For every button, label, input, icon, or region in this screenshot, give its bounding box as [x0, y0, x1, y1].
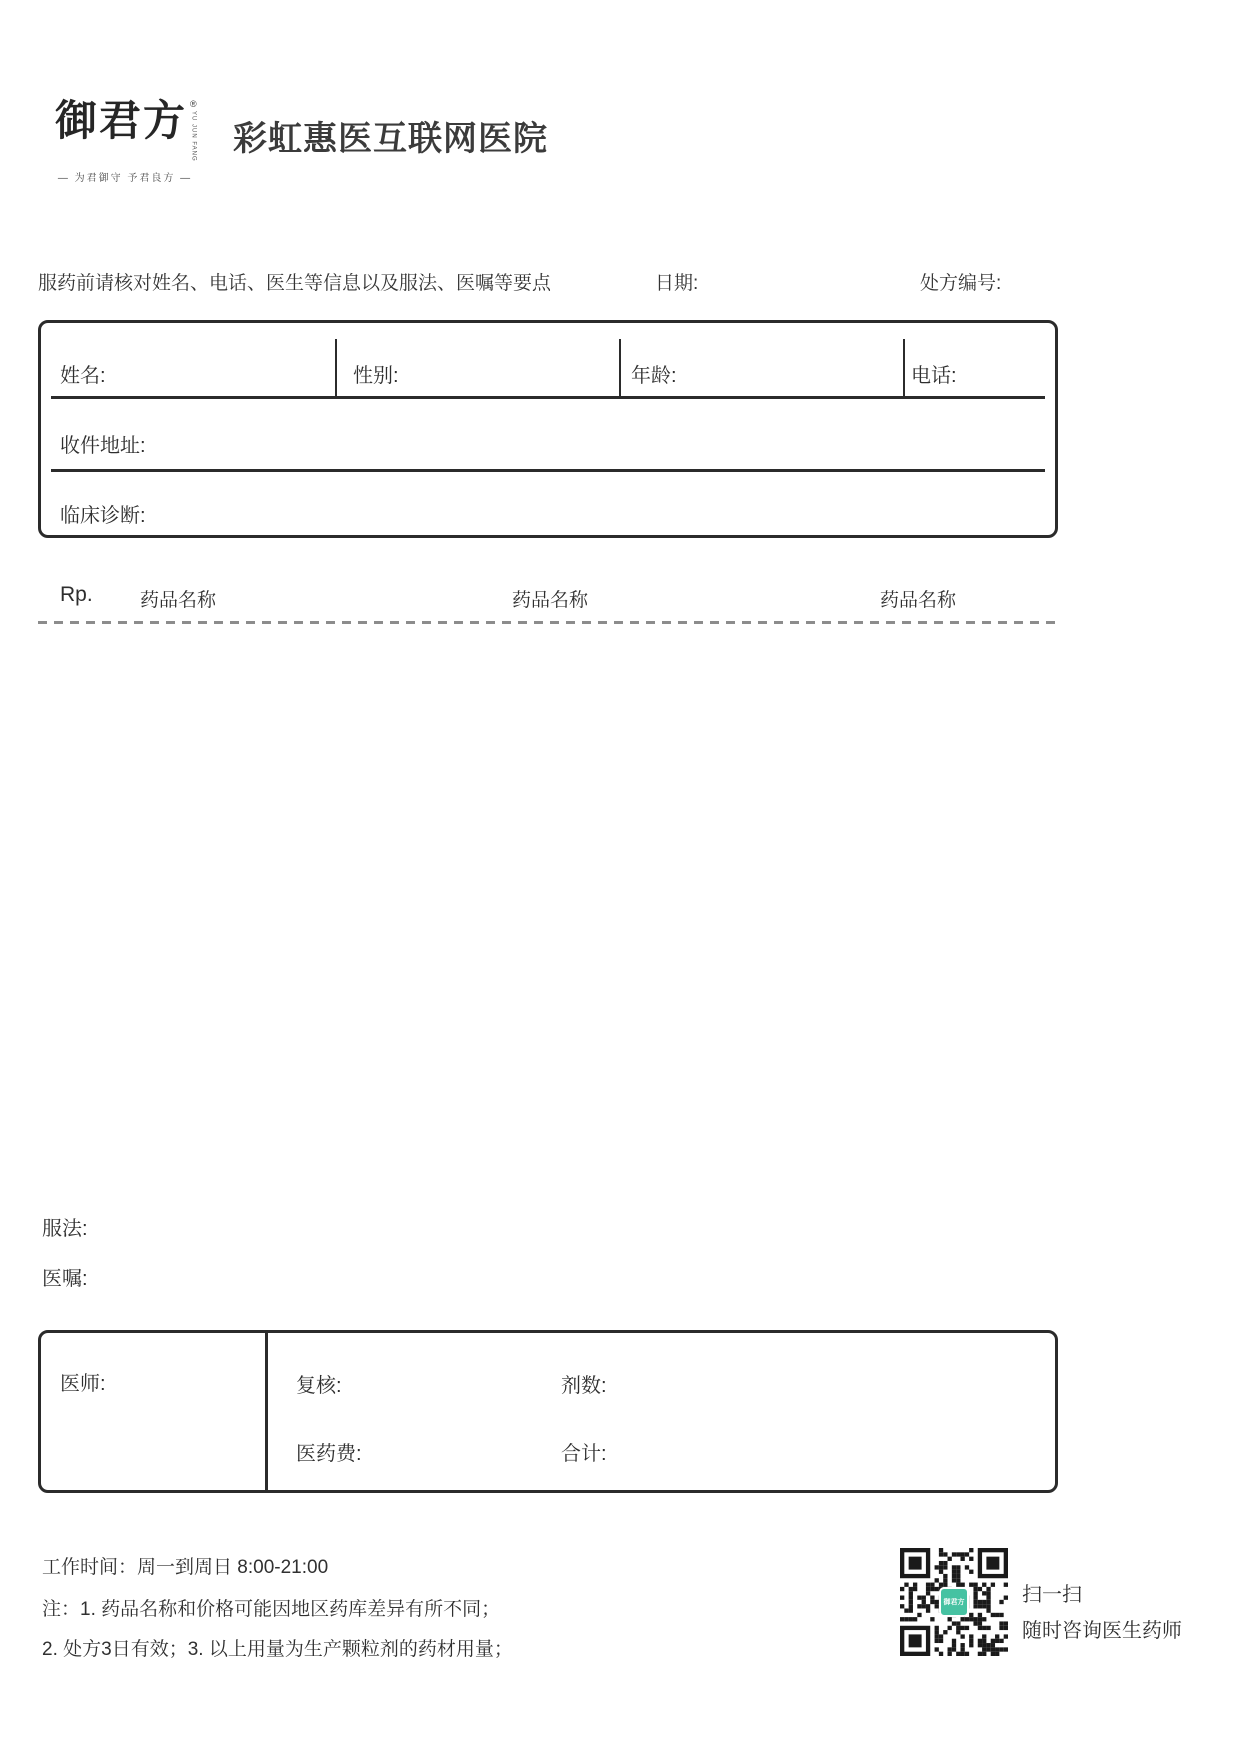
brand-logo-marks — [190, 100, 197, 162]
gender-label: 性别: — [353, 365, 399, 387]
hospital-name: 彩虹惠医互联网医院 — [233, 120, 548, 158]
working-hours: 工作时间：周一到周日 8:00-21:00 — [42, 1557, 329, 1578]
name-label: 姓名: — [60, 365, 106, 387]
rp-label: Rp. — [60, 583, 93, 606]
divider-horizontal — [51, 396, 1045, 399]
age-label: 年龄: — [631, 365, 677, 387]
note-line-1: 注：1. 药品名称和价格可能因地区药库差异有所不同； — [42, 1599, 501, 1620]
drug-column-header: 药品名称 — [880, 590, 957, 611]
qr-code — [900, 1548, 1008, 1656]
drug-column-header: 药品名称 — [140, 590, 217, 611]
note-line-2: 2. 处方3日有效；3. 以上用量为生产颗粒剂的药材用量； — [42, 1639, 513, 1660]
drug-column-header: 药品名称 — [512, 590, 589, 611]
registered-trademark-icon: ® — [190, 99, 197, 109]
doctor-label: 医师: — [60, 1373, 106, 1395]
divider-vertical — [619, 339, 621, 396]
qr-center-badge: 御君方 — [939, 1587, 969, 1617]
divider-vertical — [335, 339, 337, 396]
divider-dashed — [38, 621, 1058, 624]
divider-vertical — [903, 339, 905, 396]
rx-number-label: 处方编号: — [920, 273, 1002, 294]
brand-logo — [55, 96, 197, 184]
diagnosis-label: 临床诊断: — [60, 505, 146, 527]
scan-description: 随时咨询医生药师 — [1022, 1620, 1182, 1642]
divider-horizontal — [51, 469, 1045, 472]
date-label: 日期: — [655, 273, 699, 294]
usage-label: 服法: — [42, 1218, 88, 1240]
brand-tagline: — 为君御守 予君良方 — — [57, 172, 193, 184]
divider-vertical — [265, 1333, 268, 1490]
patient-info-box — [38, 320, 1058, 538]
brand-logo-text: 御君方 — [55, 96, 188, 145]
brand-logo-pinyin: YU JUN FANG — [190, 111, 197, 162]
fee-label: 医药费: — [296, 1443, 362, 1465]
reviewer-label: 复核: — [296, 1375, 342, 1397]
scan-label: 扫一扫 — [1022, 1584, 1082, 1606]
address-label: 收件地址: — [60, 435, 146, 457]
check-notice: 服药前请核对姓名、电话、医生等信息以及服法、医嘱等要点 — [38, 273, 552, 294]
total-label: 合计: — [561, 1443, 607, 1465]
phone-label: 电话: — [911, 365, 957, 387]
signature-box — [38, 1330, 1058, 1493]
doses-label: 剂数: — [561, 1375, 607, 1397]
advice-label: 医嘱: — [42, 1268, 88, 1290]
